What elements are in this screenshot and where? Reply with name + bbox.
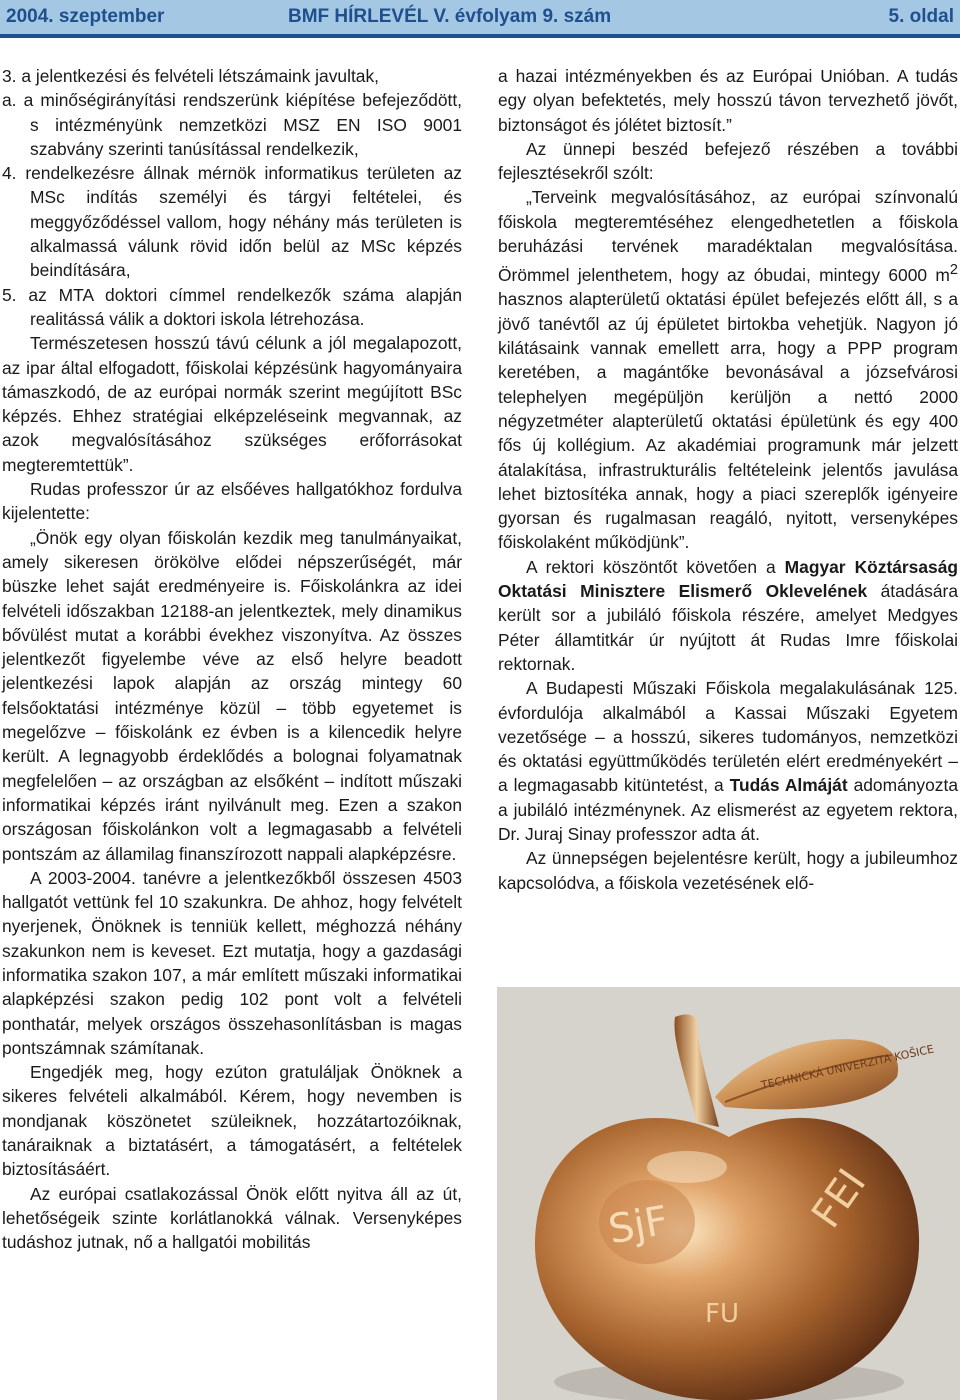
superscript: 2 bbox=[949, 262, 958, 279]
paragraph: „Önök egy olyan főiskolán kezdik meg tanulmányaikat, amely sikeresen örökölve elődei népszerűségét, már büszke lehet saját eredményeire is. Főiskolánkra az idei felvételi időszakban 12188-an jelentkeztek, mely dinamikus bővülést mutat a korábbi évekhez viszonyítva. Az összes jelentkezőt figyelembe véve az első helyre beadott jelentkezési lapok alapján az ország mintegy 60 felsőoktatási intézménye közül – több egyetemet is megelőzve – főiskolánk ez évben is a kilencedik helyre került. A legnagyobb érdeklődés a bolognai folyamatnak megfelelően – az országban az elsőként – indított műszaki informatikai képzés iránt nyilvánult meg. Ezen a szakon országosan főiskolánkon volt a legmagasabb a felvételi pontszám az államilag finanszírozott nappali alapképzésre. bbox=[2, 527, 462, 864]
golden-apple-photo bbox=[497, 987, 960, 1400]
list-item: 3. a jelentkezési és felvételi létszámaink javultak, bbox=[2, 66, 379, 86]
text-run: hasznos alapterületű oktatási épület befejezés előtt áll, s a jövő tanévtől az új épületet birtokba vehetjük. Nagyon jó kilátásaink vannak emellett arra, hogy a PPP program keretében, a magántőke bevonásával a józsefvárosi telephelyen megépüljön kerüljön a nettó 2000 négyzetméter alapterületű oktatási épületünk és egy 400 fős új kollégium. Az akadémiai programunk már jelzett átalakítása, infrastrukturális feltételeink jelentős javulása lehet biztosítéka annak, hogy a piaci szereplők igényeire gyorsan és rugalmasan reagáló, nyitott, versenyképes főiskolaként működjünk”. bbox=[498, 289, 958, 553]
apple-engraving-fu: FU bbox=[705, 1299, 739, 1329]
paragraph: Rudas professzor úr az elsőéves hallgatókhoz fordulva kijelentette: bbox=[2, 479, 462, 524]
list-item: 4. rendelkezésre állnak mérnök informatikus területen az MSc indítás személyi és tárgyi feltételei, és meggyőződéssel vallom, hogy néhány más területen is alkalmassá válunk rövid időn belül az MSc képzés beindítására, bbox=[2, 163, 462, 281]
leaf-engraving: TECHNICKÁ UNIVERZITA KOŠICE bbox=[759, 1042, 936, 1092]
apple-highlight bbox=[647, 1151, 727, 1183]
paragraph: Engedjék meg, hogy ezúton gratuláljak Önöknek a sikeres felvételi alkalmából. Kérem, hogy nevemben is mondjanak köszönetet szüleiknek, hozzátartozóiknak, tanáraiknak a biztatásért, a támogatásért, a feltételek biztosításáért. bbox=[2, 1062, 462, 1180]
paragraph: Az európai csatlakozással Önök előtt nyitva áll az út, lehetőségeik szinte korlátlanokká válnak. Versenyképes tudáshoz jutnak, nő a hallgatói mobilitás bbox=[2, 1183, 462, 1253]
text-run: A Budapesti Műszaki Főiskola megalakulásának 125. évfordulója alkalmából a Kassai Műszaki Egyetem vezetősége – a hosszú, sikeres tudományos, nemzetközi és oktatási együttműködés területén elért eredményekért – a legmagasabb kitüntetést, a bbox=[498, 678, 958, 796]
paragraph: a hazai intézményekben és az Európai Unióban. A tudás egy olyan befektetés, mely hosszú távon tervezhető jövőt, biztonságot és jólétet biztosít.” bbox=[498, 66, 958, 135]
header-date: 2004. szeptember bbox=[6, 6, 165, 27]
page-header bbox=[0, 0, 960, 34]
bold-award-name: Magyar Köztársaság Oktatási Minisztere Elismerő Oklevelének bbox=[498, 556, 958, 602]
paragraph bbox=[498, 555, 958, 676]
paragraph bbox=[498, 185, 958, 554]
right-column bbox=[498, 64, 958, 895]
apple-engraving-fei: FEI bbox=[803, 1160, 876, 1237]
header-rule bbox=[0, 34, 960, 38]
paragraph: Az ünnepségen bejelentésre került, hogy a jubileumhoz kapcsolódva, a főiskola vezetésének elő- bbox=[498, 848, 958, 893]
text-run: adományozta a jubiláló intézménynek. Az elismerést az egyetem rektora, Dr. Juraj Sinay professzor adta át. bbox=[498, 775, 958, 844]
text-run: A rektori köszöntőt követően a bbox=[526, 556, 785, 577]
paragraph: Az ünnepi beszéd befejező részében a további fejlesztésekről szólt: bbox=[498, 138, 958, 184]
golden-apple-image bbox=[497, 987, 960, 1400]
paragraph bbox=[498, 676, 958, 846]
paragraph: A 2003-2004. tanévre a jelentkezőkből összesen 4503 hallgatót vettünk fel 10 szakunkra. De ahhoz, hogy felvételt nyerjenek, Önöknek is tenniük kellett, méghozzá néhány szakunkon nem is keveset. Ezt mutatja, hogy a gazdasági informatika szakon 107, a már említett műszaki informatikai alapképzési szakon pedig 102 pont volt a felvételi ponthatár, melyek országos összehasonlításban is magas pontszámnak számítanak. bbox=[2, 867, 462, 1058]
text-run: átadására került sor a jubiláló főiskola részére, amelyet Medgyes Péter államtitkár úr nyújtott át Rudas Imre főiskolai rektornak. bbox=[498, 581, 958, 674]
header-page-number: 5. oldal bbox=[888, 6, 954, 27]
text-run: „Terveink megvalósításához, az európai színvonalú főiskola megteremtéséhez elengedhetetlen a főiskola beruházási tervének maradéktalan megvalósítása. Örömmel jelenthetem, hogy az óbudai, mintegy 6000 m bbox=[498, 187, 958, 286]
bold-award-name: Tudás Almáját bbox=[729, 775, 848, 796]
apple-engraving-sjf: SjF bbox=[605, 1197, 672, 1254]
left-column bbox=[2, 64, 462, 1255]
paragraph: Természetesen hosszú távú célunk a jól megalapozott, az ipar által elfogadott, főiskolai képzésünk hagyományaira támaszkodó, de az európai normák szerint megújított BSc képzés. Ehhez stratégiai elképzeléseink megvannak, az azok megvalósításához szükséges erőforrásokat megteremtettük”. bbox=[2, 333, 462, 475]
list-item: 5. az MTA doktori címmel rendelkezők száma alapján realitássá válik a doktori iskola létrehozása. bbox=[2, 284, 462, 329]
header-publication: BMF HÍRLEVÉL V. évfolyam 9. szám bbox=[288, 6, 612, 27]
list-item: a. a minőségirányítási rendszerünk kiépítése befejeződött, s intézményünk nemzetközi MSZ EN ISO 9001 szabvány szerinti tanúsítással rendelkezik, bbox=[2, 90, 462, 159]
